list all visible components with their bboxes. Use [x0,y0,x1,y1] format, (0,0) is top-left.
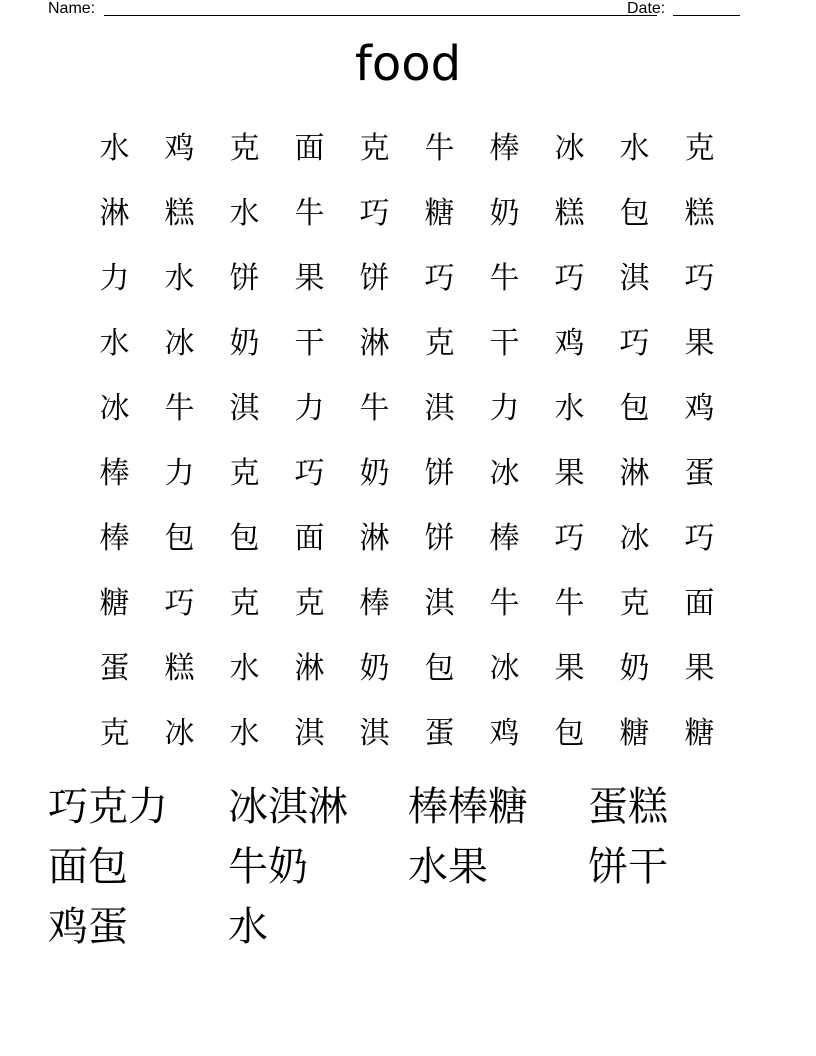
grid-cell: 牛 [424,130,455,166]
grid-cell: 水 [554,390,585,426]
grid-cell: 包 [619,390,650,426]
grid-cell: 淇 [424,390,455,426]
grid-cell: 果 [684,650,715,686]
grid-cell: 水 [99,325,130,361]
grid-cell: 巧 [164,585,195,621]
grid-cell: 巧 [619,325,650,361]
grid-cell: 淇 [619,260,650,296]
grid-cell: 糖 [99,585,130,621]
grid-cell: 糕 [684,195,715,231]
grid-cell: 鸡 [164,130,195,166]
grid-cell: 克 [99,715,130,751]
grid-cell: 淇 [229,390,260,426]
grid-cell: 鸡 [684,390,715,426]
grid-cell: 糖 [684,715,715,751]
word-list-item: 冰淇淋 [228,784,348,830]
grid-cell: 饼 [229,260,260,296]
grid-cell: 淋 [99,195,130,231]
grid-cell: 牛 [489,585,520,621]
grid-cell: 牛 [164,390,195,426]
grid-cell: 淋 [619,455,650,491]
grid-cell: 淋 [359,520,390,556]
grid-cell: 棒 [489,520,520,556]
grid-cell: 巧 [294,455,325,491]
word-list-item: 巧克力 [48,784,168,830]
grid-cell: 棒 [489,130,520,166]
grid-cell: 棒 [99,455,130,491]
word-list-item: 饼干 [588,844,668,890]
grid-cell: 水 [164,260,195,296]
grid-cell: 力 [99,260,130,296]
grid-cell: 巧 [424,260,455,296]
grid-cell: 饼 [359,260,390,296]
grid-cell: 鸡 [489,715,520,751]
grid-cell: 巧 [684,260,715,296]
grid-cell: 干 [489,325,520,361]
grid-cell: 冰 [619,520,650,556]
grid-cell: 饼 [424,520,455,556]
grid-cell: 果 [294,260,325,296]
grid-cell: 包 [554,715,585,751]
grid-cell: 面 [294,520,325,556]
grid-cell: 巧 [684,520,715,556]
grid-cell: 力 [164,455,195,491]
grid-cell: 淇 [359,715,390,751]
grid-cell: 克 [359,130,390,166]
grid-cell: 奶 [359,650,390,686]
grid-cell: 克 [424,325,455,361]
grid-cell: 淇 [294,715,325,751]
word-list-item: 蛋糕 [588,784,668,830]
grid-cell: 冰 [554,130,585,166]
word-list [48,777,768,957]
grid-cell: 冰 [489,650,520,686]
name-blank-line [104,15,657,16]
grid-cell: 力 [294,390,325,426]
grid-cell: 牛 [359,390,390,426]
grid-cell: 水 [619,130,650,166]
grid-cell: 果 [684,325,715,361]
date-label: Date: [627,0,666,17]
grid-cell: 巧 [554,260,585,296]
name-label: Name: [48,0,96,17]
grid-cell: 蛋 [424,715,455,751]
grid-cell: 克 [684,130,715,166]
grid-cell: 水 [229,650,260,686]
word-list-item: 牛奶 [228,844,308,890]
grid-cell: 淋 [359,325,390,361]
grid-cell: 冰 [99,390,130,426]
grid-cell: 蛋 [99,650,130,686]
grid-cell: 克 [294,585,325,621]
grid-cell: 水 [99,130,130,166]
grid-cell: 水 [229,195,260,231]
grid-cell: 克 [229,130,260,166]
grid-cell: 干 [294,325,325,361]
grid-cell: 鸡 [554,325,585,361]
grid-cell: 水 [229,715,260,751]
grid-cell: 蛋 [684,455,715,491]
grid-cell: 糕 [554,195,585,231]
word-list-item: 棒棒糖 [408,784,528,830]
word-search-grid [82,112,732,762]
grid-cell: 冰 [489,455,520,491]
grid-cell: 克 [619,585,650,621]
grid-cell: 奶 [619,650,650,686]
date-blank-line [673,15,740,16]
grid-cell: 巧 [359,195,390,231]
grid-cell: 包 [229,520,260,556]
word-list-item: 水 [228,904,268,950]
grid-cell: 糕 [164,650,195,686]
grid-cell: 包 [619,195,650,231]
grid-cell: 奶 [489,195,520,231]
grid-cell: 面 [684,585,715,621]
grid-cell: 糖 [619,715,650,751]
word-list-item: 面包 [48,844,128,890]
grid-cell: 奶 [229,325,260,361]
grid-cell: 冰 [164,325,195,361]
grid-cell: 冰 [164,715,195,751]
grid-cell: 包 [164,520,195,556]
grid-cell: 克 [229,585,260,621]
grid-cell: 糕 [164,195,195,231]
grid-cell: 果 [554,455,585,491]
grid-cell: 面 [294,130,325,166]
grid-cell: 牛 [294,195,325,231]
grid-cell: 克 [229,455,260,491]
grid-cell: 牛 [554,585,585,621]
word-list-item: 鸡蛋 [48,904,128,950]
grid-cell: 淇 [424,585,455,621]
grid-cell: 棒 [99,520,130,556]
grid-cell: 糖 [424,195,455,231]
grid-cell: 力 [489,390,520,426]
page-title: food [354,36,462,92]
grid-cell: 果 [554,650,585,686]
grid-cell: 饼 [424,455,455,491]
grid-cell: 淋 [294,650,325,686]
word-list-item: 水果 [408,844,488,890]
grid-cell: 棒 [359,585,390,621]
grid-cell: 包 [424,650,455,686]
grid-cell: 奶 [359,455,390,491]
grid-cell: 牛 [489,260,520,296]
grid-cell: 巧 [554,520,585,556]
worksheet-header [48,0,740,20]
